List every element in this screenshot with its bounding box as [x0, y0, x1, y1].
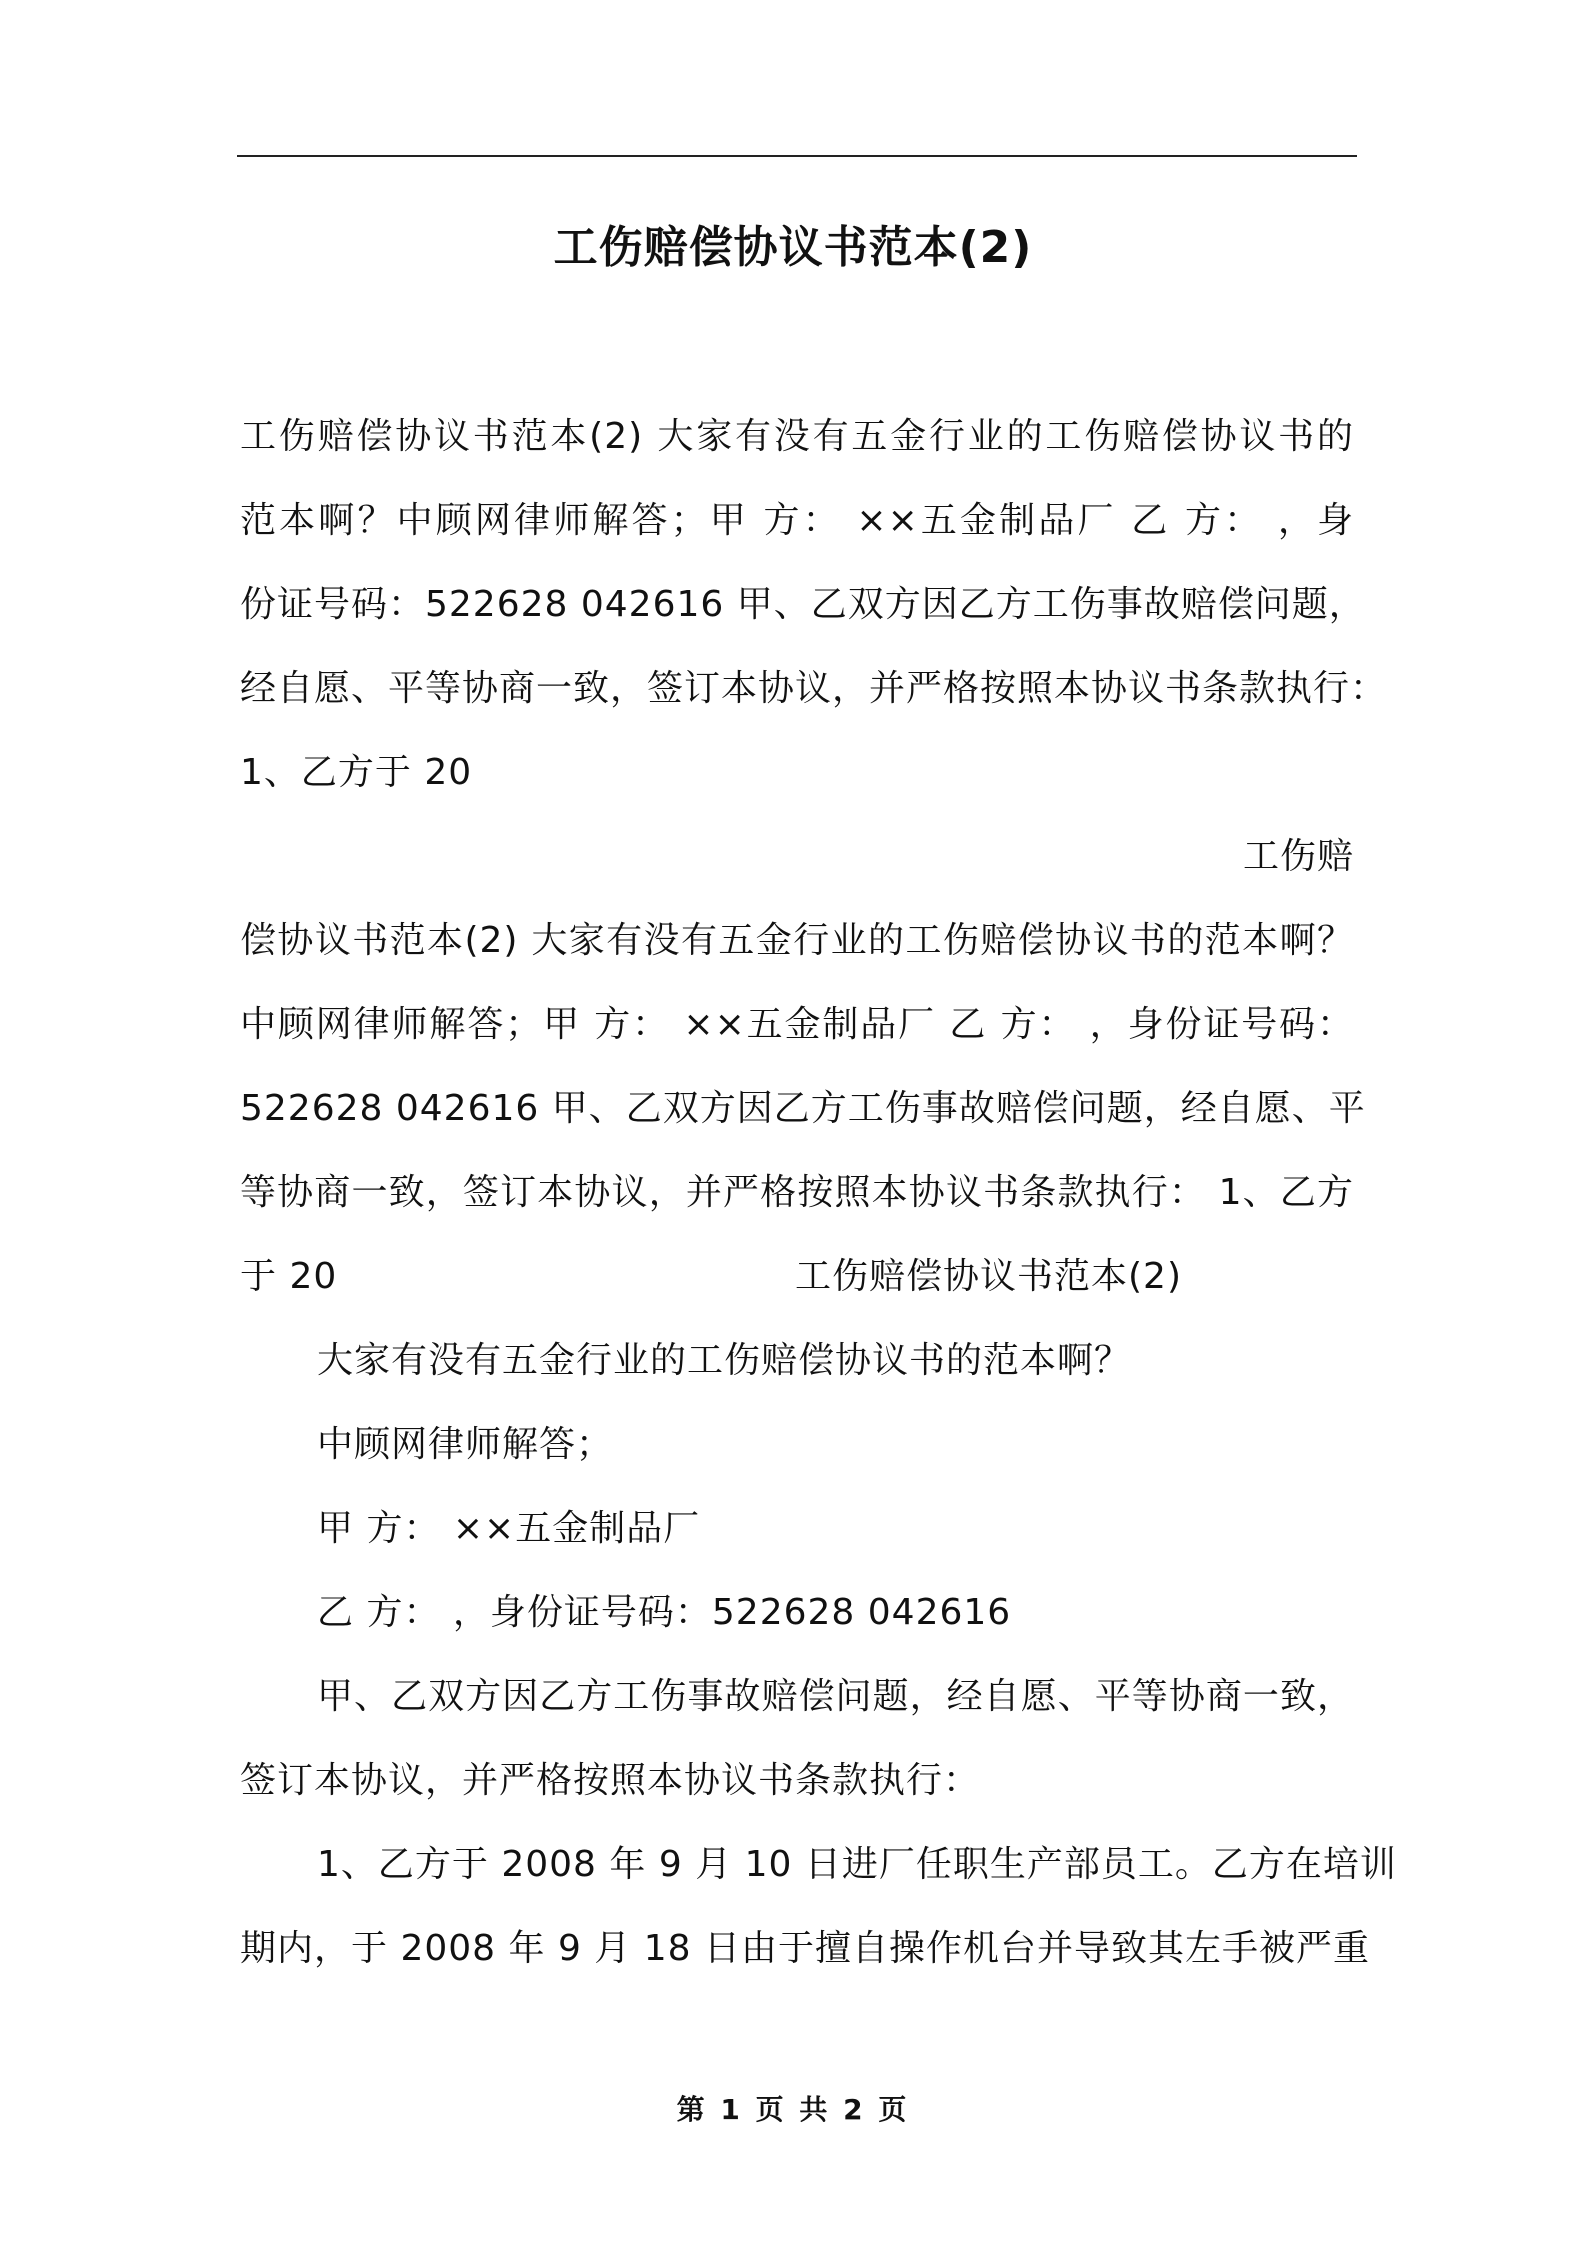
- repeat-line-3: 中顾网律师解答；甲 方： ××五金制品厂 乙 方： ，身份证号码：: [240, 1004, 1354, 1045]
- clause-1-line-1: 1、乙方于 2008 年 9 月 10 日进厂任职生产部员工。乙方在培训: [317, 1844, 1397, 1885]
- agreement-line-2: 签订本协议，并严格按照本协议书条款执行：: [240, 1760, 981, 1801]
- party-b-line: 乙 方： ，身份证号码：522628 042616: [317, 1592, 1012, 1633]
- agreement-line-1: 甲、乙双方因乙方工伤事故赔偿问题，经自愿、平等协商一致，: [317, 1676, 1354, 1717]
- summary-line-2: 范本啊？中顾网律师解答；甲 方： ××五金制品厂 乙 方： ，身: [240, 500, 1354, 541]
- question-line: 大家有没有五金行业的工伤赔偿协议书的范本啊？: [317, 1340, 1132, 1381]
- repeat-line-1: 工伤赔: [1242, 836, 1354, 877]
- repeat-line-5: 等协商一致，签订本协议，并严格按照本协议书条款执行： 1、乙方: [240, 1172, 1354, 1213]
- repeat-line-2: 偿协议书范本(2) 大家有没有五金行业的工伤赔偿协议书的范本啊？: [240, 920, 1354, 961]
- repeat-line-6: [240, 1235, 1354, 1319]
- header-rule: [237, 155, 1357, 157]
- page-number-footer: 第 1 页 共 2 页: [676, 2093, 910, 2126]
- repeat-line-4: 522628 042616 甲、乙双方因乙方工伤事故赔偿问题，经自愿、平: [240, 1088, 1366, 1129]
- summary-line-4: 经自愿、平等协商一致，签订本协议，并严格按照本协议书条款执行：: [240, 668, 1388, 709]
- summary-line-5: 1、乙方于 20: [240, 752, 473, 793]
- party-a-line: 甲 方： ××五金制品厂: [317, 1508, 701, 1549]
- summary-line-1: 工伤赔偿协议书范本(2) 大家有没有五金行业的工伤赔偿协议书的: [240, 416, 1354, 457]
- inline-heading: 工伤赔偿协议书范本(2): [795, 1256, 1182, 1297]
- summary-line-3: 份证号码：522628 042616 甲、乙双方因乙方工伤事故赔偿问题，: [240, 584, 1366, 625]
- answer-label: 中顾网律师解答；: [317, 1424, 614, 1465]
- document-title: 工伤赔偿协议书范本(2): [553, 222, 1033, 273]
- repeat-line-6-text: 于 20: [240, 1256, 338, 1297]
- clause-1-line-2: 期内，于 2008 年 9 月 18 日由于擅自操作机台并导致其左手被严重: [240, 1928, 1370, 1969]
